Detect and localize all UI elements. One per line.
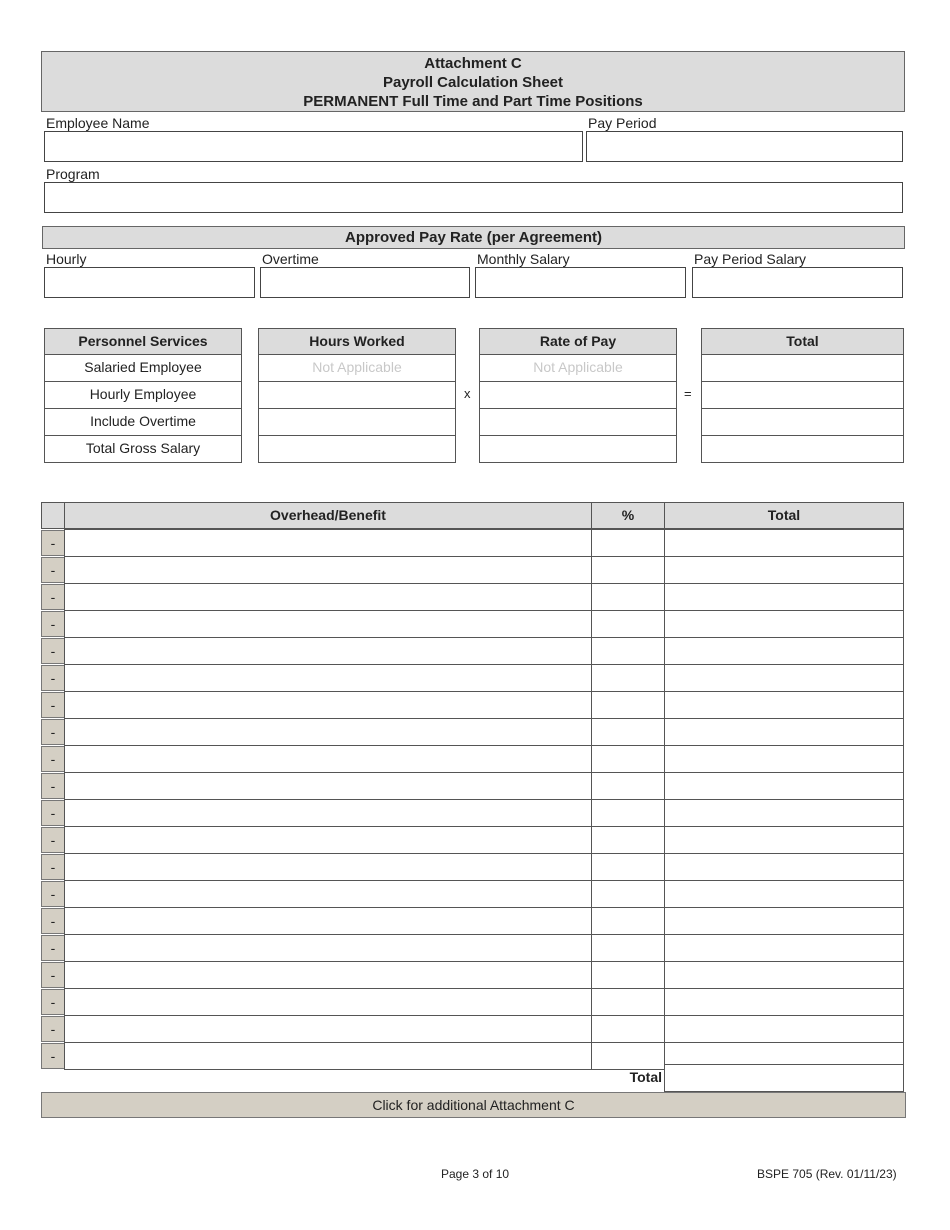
overhead-benefit-field[interactable] — [64, 772, 592, 800]
overhead-benefit-field[interactable] — [64, 637, 592, 665]
overhead-total-label: Total — [629, 1069, 662, 1085]
overhead-total-field[interactable] — [664, 529, 904, 557]
overhead-total-field[interactable] — [664, 610, 904, 638]
rate-hourly-field[interactable] — [479, 381, 677, 409]
overtime-field[interactable] — [260, 267, 470, 298]
overhead-total-field[interactable] — [664, 772, 904, 800]
remove-row-button[interactable]: - — [41, 584, 65, 610]
overhead-benefit-field[interactable] — [64, 583, 592, 611]
total-gross-field[interactable] — [701, 435, 904, 463]
remove-row-button[interactable]: - — [41, 881, 65, 907]
rate-salaried-na: Not Applicable — [479, 354, 677, 382]
overhead-total-field[interactable] — [664, 691, 904, 719]
rate-gross-field[interactable] — [479, 435, 677, 463]
overhead-benefit-header: Overhead/Benefit — [64, 502, 592, 529]
hourly-field[interactable] — [44, 267, 255, 298]
pay-period-salary-field[interactable] — [692, 267, 903, 298]
overhead-benefit-field[interactable] — [64, 880, 592, 908]
row-label-overtime: Include Overtime — [44, 408, 242, 436]
employee-name-field[interactable] — [44, 131, 583, 162]
overhead-percent-field[interactable] — [591, 988, 665, 1016]
form-title-line2: Payroll Calculation Sheet — [382, 74, 564, 91]
overhead-corner — [41, 502, 65, 529]
add-attachment-button[interactable]: Click for additional Attachment C — [41, 1092, 906, 1118]
overhead-benefit-field[interactable] — [64, 718, 592, 746]
program-field[interactable] — [44, 182, 903, 213]
hourly-label: Hourly — [46, 251, 87, 267]
overhead-benefit-field[interactable] — [64, 961, 592, 989]
overhead-total-field[interactable] — [664, 853, 904, 881]
overhead-percent-field[interactable] — [591, 556, 665, 584]
remove-row-button[interactable]: - — [41, 773, 65, 799]
overhead-total-field[interactable] — [664, 799, 904, 827]
form-id: BSPE 705 (Rev. 01/11/23) — [757, 1167, 897, 1181]
remove-row-button[interactable]: - — [41, 719, 65, 745]
employee-name-label: Employee Name — [46, 115, 150, 131]
overhead-benefit-field[interactable] — [64, 988, 592, 1016]
overhead-benefit-field[interactable] — [64, 826, 592, 854]
overhead-percent-field[interactable] — [591, 637, 665, 665]
overhead-benefit-field[interactable] — [64, 1015, 592, 1043]
overhead-percent-header: % — [591, 502, 665, 529]
overhead-total-field[interactable] — [664, 718, 904, 746]
overhead-total-header: Total — [664, 502, 904, 529]
overhead-total-field[interactable] — [664, 556, 904, 584]
pay-period-field[interactable] — [586, 131, 903, 162]
monthly-salary-field[interactable] — [475, 267, 686, 298]
remove-row-button[interactable]: - — [41, 1043, 65, 1069]
overhead-percent-field[interactable] — [591, 745, 665, 773]
remove-row-button[interactable]: - — [41, 530, 65, 556]
overhead-total-field[interactable] — [664, 745, 904, 773]
overhead-percent-field[interactable] — [591, 907, 665, 935]
overhead-percent-field[interactable] — [591, 529, 665, 557]
overhead-percent-field[interactable] — [591, 772, 665, 800]
remove-row-button[interactable]: - — [41, 665, 65, 691]
pay-rate-title: Approved Pay Rate (per Agreement) — [42, 226, 905, 249]
overhead-total-field[interactable] — [664, 664, 904, 692]
total-overtime-field[interactable] — [701, 408, 904, 436]
overhead-percent-field[interactable] — [591, 961, 665, 989]
remove-row-button[interactable]: - — [41, 935, 65, 961]
rate-of-pay-header: Rate of Pay — [479, 328, 677, 355]
hours-hourly-field[interactable] — [258, 381, 456, 409]
overhead-grand-total-field[interactable] — [664, 1064, 904, 1092]
overhead-benefit-field[interactable] — [64, 529, 592, 557]
overhead-benefit-field[interactable] — [64, 907, 592, 935]
remove-row-button[interactable]: - — [41, 989, 65, 1015]
multiply-sign: x — [464, 386, 471, 401]
form-title-block — [41, 51, 905, 112]
overhead-benefit-field[interactable] — [64, 853, 592, 881]
remove-row-button[interactable]: - — [41, 746, 65, 772]
remove-row-button[interactable]: - — [41, 800, 65, 826]
overtime-label: Overtime — [262, 251, 319, 267]
form-title-line1: Attachment C — [424, 55, 522, 72]
overhead-total-field[interactable] — [664, 934, 904, 962]
overhead-percent-field[interactable] — [591, 799, 665, 827]
overhead-total-field[interactable] — [664, 961, 904, 989]
overhead-total-field[interactable] — [664, 880, 904, 908]
total-salaried-field[interactable] — [701, 354, 904, 382]
overhead-percent-field[interactable] — [591, 718, 665, 746]
row-label-gross: Total Gross Salary — [44, 435, 242, 463]
pay-period-label: Pay Period — [588, 115, 657, 131]
total-hourly-field[interactable] — [701, 381, 904, 409]
overhead-percent-field[interactable] — [591, 826, 665, 854]
overhead-total-field[interactable] — [664, 1015, 904, 1043]
remove-row-button[interactable]: - — [41, 1016, 65, 1042]
row-label-salaried: Salaried Employee — [44, 354, 242, 382]
overhead-percent-field[interactable] — [591, 610, 665, 638]
form-title-line3: PERMANENT Full Time and Part Time Positions — [303, 93, 643, 110]
row-label-hourly: Hourly Employee — [44, 381, 242, 409]
remove-row-button[interactable]: - — [41, 962, 65, 988]
overhead-percent-field[interactable] — [591, 880, 665, 908]
overhead-percent-field[interactable] — [591, 664, 665, 692]
overhead-percent-field[interactable] — [591, 1015, 665, 1043]
hours-gross-field[interactable] — [258, 435, 456, 463]
rate-overtime-field[interactable] — [479, 408, 677, 436]
overhead-benefit-field[interactable] — [64, 1042, 592, 1070]
remove-row-button[interactable]: - — [41, 638, 65, 664]
remove-row-button[interactable]: - — [41, 827, 65, 853]
remove-row-button[interactable]: - — [41, 611, 65, 637]
program-label: Program — [46, 166, 100, 182]
hours-overtime-field[interactable] — [258, 408, 456, 436]
pay-period-salary-label: Pay Period Salary — [694, 251, 807, 267]
overhead-benefit-field[interactable] — [64, 799, 592, 827]
remove-row-button[interactable]: - — [41, 692, 65, 718]
overhead-benefit-field[interactable] — [64, 691, 592, 719]
overhead-benefit-field[interactable] — [64, 934, 592, 962]
personnel-services-header: Personnel Services — [44, 328, 242, 355]
overhead-total-field[interactable] — [664, 988, 904, 1016]
overhead-percent-field[interactable] — [591, 934, 665, 962]
overhead-percent-field[interactable] — [591, 853, 665, 881]
overhead-benefit-field[interactable] — [64, 664, 592, 692]
overhead-percent-field[interactable] — [591, 583, 665, 611]
overhead-total-field[interactable] — [664, 826, 904, 854]
overhead-percent-field[interactable] — [591, 691, 665, 719]
overhead-percent-field[interactable] — [591, 1042, 665, 1070]
overhead-benefit-field[interactable] — [64, 610, 592, 638]
overhead-total-field[interactable] — [664, 637, 904, 665]
page-number: Page 3 of 10 — [441, 1167, 510, 1181]
remove-row-button[interactable]: - — [41, 557, 65, 583]
equals-sign: = — [684, 386, 692, 401]
personnel-total-header: Total — [701, 328, 904, 355]
overhead-benefit-field[interactable] — [64, 745, 592, 773]
hours-salaried-na: Not Applicable — [258, 354, 456, 382]
overhead-benefit-field[interactable] — [64, 556, 592, 584]
remove-row-button[interactable]: - — [41, 854, 65, 880]
monthly-salary-label: Monthly Salary — [477, 251, 570, 267]
overhead-total-field[interactable] — [664, 907, 904, 935]
hours-worked-header: Hours Worked — [258, 328, 456, 355]
remove-row-button[interactable]: - — [41, 908, 65, 934]
overhead-total-field[interactable] — [664, 583, 904, 611]
